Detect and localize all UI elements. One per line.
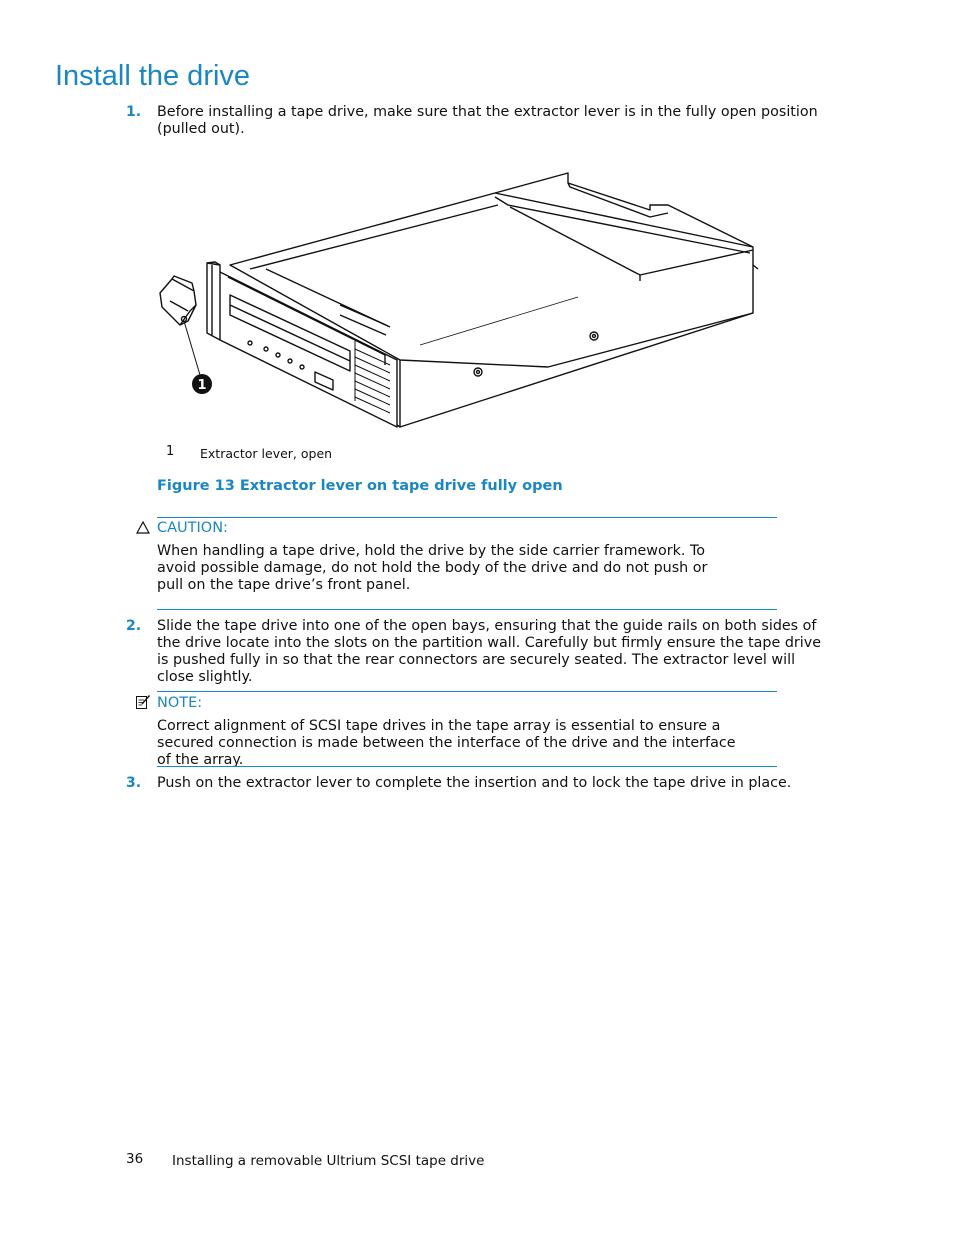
note-top-rule [157,691,777,692]
note-label: NOTE: [157,695,203,711]
note-text: Correct alignment of SCSI tape drives in the tape array is essential to ensure a secured connection is made between the interface of the drive and the interface of the array. [157,718,736,768]
step-2-text: Slide the tape drive into one of the open bays, ensuring that the guide rails on both sides of the drive locate into the slots on the partition wall. Carefully but firmly ensure the tape drive is pushed fully in so that the rear connectors are securely seated. The extractor level will close slightly. [157,618,822,685]
note-bottom-rule [157,766,777,767]
caution-bottom-rule [157,609,777,610]
callout-marker: 1 [197,378,207,393]
note-icon [135,694,151,710]
footer-chapter: Installing a removable Ultrium SCSI tape drive [172,1153,485,1169]
footer-page-number: 36 [126,1151,144,1167]
step-1-text: Before installing a tape drive, make sure that the extractor lever is in the fully open position (pulled out). [157,104,818,137]
step-1-number: 1. [126,104,142,120]
warning-triangle-icon [136,521,150,534]
step-2-number: 2. [126,618,142,634]
tape-drive-illustration [150,165,770,435]
figure-legend-number: 1 [166,444,175,459]
caution-top-rule [157,517,777,518]
figure-caption: Figure 13 Extractor lever on tape drive fully open [157,478,563,494]
step-3-number: 3. [126,775,142,791]
figure-legend-text: Extractor lever, open [200,446,333,461]
caution-label: CAUTION: [157,520,228,536]
page-title: Install the drive [55,60,251,92]
step-3-text: Push on the extractor lever to complete the insertion and to lock the tape drive in place. [157,775,792,791]
caution-text: When handling a tape drive, hold the drive by the side carrier framework. To avoid possible damage, do not hold the body of the drive and do not push or pull on the tape drive’s front panel. [157,543,708,593]
